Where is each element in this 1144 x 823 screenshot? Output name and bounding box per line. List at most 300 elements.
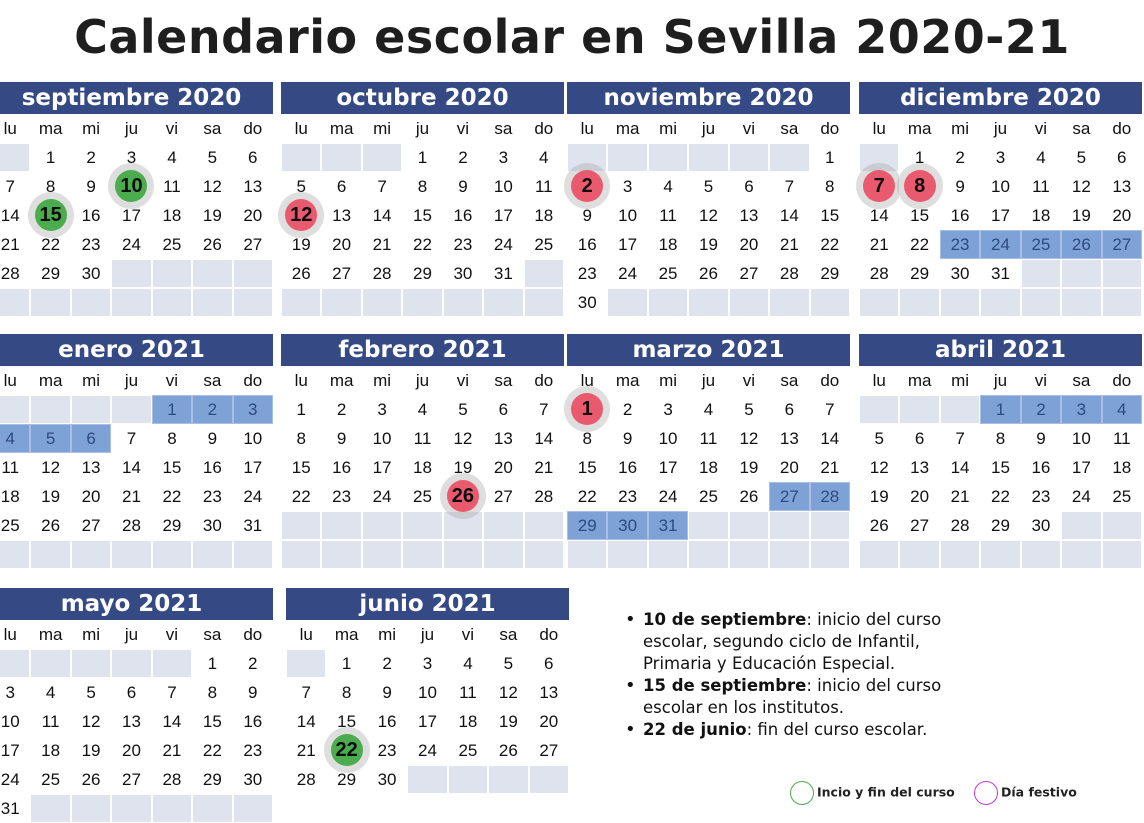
- day-number: 21: [372, 235, 392, 254]
- day-number: 20: [243, 206, 263, 225]
- day-cell: [1102, 172, 1142, 201]
- day-cell: [1021, 482, 1061, 511]
- weekday-label: do: [524, 366, 564, 395]
- day-cell: [607, 259, 647, 288]
- empty-cell: [488, 765, 528, 794]
- day-number: 14: [779, 206, 799, 225]
- day-number: 27: [779, 487, 799, 506]
- day-cell: [1021, 395, 1061, 424]
- empty-cell: [899, 540, 939, 569]
- day-number: 3: [5, 683, 15, 702]
- day-number: 29: [413, 264, 432, 283]
- day-number: 1: [207, 654, 218, 673]
- weekday-label: do: [529, 620, 569, 649]
- day-number: 18: [1112, 458, 1132, 477]
- day-cell: [233, 649, 273, 678]
- day-number: 17: [243, 458, 263, 477]
- day-number: 15: [413, 206, 432, 225]
- day-cell: [71, 424, 111, 453]
- day-cell: [1021, 230, 1061, 259]
- day-number: 2: [382, 654, 392, 673]
- weekday-label: sa: [483, 114, 523, 143]
- day-cell: [980, 424, 1020, 453]
- day-cell: [769, 172, 809, 201]
- day-cell: [192, 765, 232, 794]
- day-number: 12: [498, 683, 518, 702]
- day-cell: [859, 172, 899, 201]
- day-number: 30: [618, 516, 638, 535]
- day-cell: [407, 649, 447, 678]
- day-cell: [899, 230, 939, 259]
- day-number: 4: [463, 654, 473, 673]
- day-cell: [30, 511, 70, 540]
- day-number: 27: [910, 516, 930, 535]
- day-number: 18: [0, 487, 20, 506]
- empty-cell: [688, 288, 728, 317]
- day-cell: [688, 172, 728, 201]
- empty-cell: [1102, 511, 1142, 540]
- empty-cell: [810, 511, 850, 540]
- day-number: 24: [122, 235, 141, 254]
- day-cell: [321, 172, 361, 201]
- day-number: 3: [995, 148, 1006, 167]
- empty-cell: [1102, 288, 1142, 317]
- day-number: 16: [377, 712, 397, 731]
- day-number: 11: [659, 206, 677, 225]
- day-cell: [71, 201, 111, 230]
- day-number: 4: [167, 148, 177, 167]
- weekday-label: ma: [899, 114, 939, 143]
- day-number: 9: [955, 177, 965, 196]
- day-number: 29: [202, 770, 222, 789]
- day-number: 8: [582, 429, 592, 448]
- day-number: 18: [41, 741, 61, 760]
- legend-item-curso: [790, 781, 955, 805]
- day-number: 17: [372, 458, 392, 477]
- day-cell: [192, 678, 232, 707]
- day-number: 26: [869, 516, 889, 535]
- day-number: 30: [377, 770, 397, 789]
- empty-cell: [688, 511, 728, 540]
- day-cell: [71, 230, 111, 259]
- day-cell: [1021, 201, 1061, 230]
- empty-cell: [30, 794, 70, 823]
- day-number: 14: [950, 458, 970, 477]
- day-cell: [688, 395, 728, 424]
- day-cell: [729, 424, 769, 453]
- day-cell: [0, 707, 30, 736]
- day-number: 28: [779, 264, 799, 283]
- day-cell: [648, 424, 688, 453]
- day-number: 15: [577, 458, 597, 477]
- day-number: 27: [493, 487, 513, 506]
- day-cell: [443, 395, 483, 424]
- empty-cell: [607, 143, 647, 172]
- day-cell: [899, 259, 939, 288]
- day-number: 2: [458, 148, 468, 167]
- day-cell: [567, 395, 607, 424]
- day-cell: [648, 453, 688, 482]
- day-number: 31: [991, 264, 1010, 283]
- day-number: 2: [581, 175, 593, 197]
- month-grid: [281, 114, 564, 317]
- day-number: 16: [950, 206, 970, 225]
- empty-cell: [1102, 259, 1142, 288]
- day-number: 7: [784, 177, 795, 196]
- weekday-label: ju: [402, 114, 442, 143]
- empty-cell: [71, 649, 111, 678]
- empty-cell: [729, 540, 769, 569]
- day-cell: [402, 259, 442, 288]
- day-cell: [402, 172, 442, 201]
- day-number: 24: [0, 770, 20, 789]
- empty-cell: [281, 540, 321, 569]
- day-cell: [367, 707, 407, 736]
- day-cell: [940, 259, 980, 288]
- day-number: 11: [413, 429, 432, 448]
- empty-cell: [1102, 540, 1142, 569]
- day-cell: [0, 678, 30, 707]
- note-date: 15 de septiembre: [643, 676, 807, 695]
- weekday-label: sa: [192, 620, 232, 649]
- weekday-label: vi: [152, 114, 192, 143]
- empty-cell: [233, 794, 273, 823]
- day-number: 22: [413, 235, 432, 254]
- day-number: 3: [248, 400, 258, 419]
- day-cell: [1021, 172, 1061, 201]
- note-date: 10 de septiembre: [643, 610, 807, 629]
- day-number: 29: [41, 264, 61, 283]
- day-number: 22: [335, 739, 358, 761]
- day-cell: [899, 482, 939, 511]
- day-cell: [152, 678, 192, 707]
- day-cell: [567, 482, 607, 511]
- day-number: 5: [744, 400, 754, 419]
- day-cell: [152, 395, 192, 424]
- pink-circle-icon: [974, 781, 998, 805]
- day-number: 5: [1076, 148, 1087, 167]
- weekday-label: do: [810, 114, 850, 143]
- day-number: 25: [658, 264, 678, 283]
- empty-cell: [448, 765, 488, 794]
- legend-item-festivo: [974, 781, 1077, 805]
- month-title: junio 2021: [286, 588, 569, 620]
- day-cell: [0, 736, 30, 765]
- day-number: 17: [1071, 458, 1091, 477]
- day-cell: [152, 172, 192, 201]
- day-number: 19: [291, 235, 311, 254]
- day-cell: [607, 453, 647, 482]
- day-number: 18: [534, 206, 554, 225]
- empty-cell: [1061, 540, 1101, 569]
- day-cell: [607, 230, 647, 259]
- day-cell: [30, 201, 70, 230]
- empty-cell: [233, 540, 273, 569]
- empty-cell: [152, 540, 192, 569]
- day-cell: [362, 424, 402, 453]
- day-cell: [529, 678, 569, 707]
- weekday-label: do: [233, 114, 273, 143]
- day-number: 25: [534, 235, 554, 254]
- day-number: 21: [950, 487, 970, 506]
- empty-cell: [111, 649, 151, 678]
- day-number: 3: [622, 177, 633, 196]
- day-cell: [286, 707, 326, 736]
- day-number: 13: [910, 458, 930, 477]
- empty-cell: [443, 540, 483, 569]
- day-number: 2: [622, 400, 633, 419]
- day-number: 8: [825, 177, 835, 196]
- empty-cell: [769, 540, 809, 569]
- day-number: 17: [418, 712, 437, 731]
- day-cell: [648, 511, 688, 540]
- day-number: 18: [699, 458, 718, 477]
- empty-cell: [940, 288, 980, 317]
- day-cell: [810, 482, 850, 511]
- day-number: 27: [81, 516, 101, 535]
- legend-label-festivo: Día festivo: [1001, 784, 1077, 800]
- day-number: 21: [820, 458, 840, 477]
- day-number: 15: [162, 458, 182, 477]
- day-cell: [362, 230, 402, 259]
- day-cell: [0, 794, 30, 823]
- empty-cell: [362, 540, 402, 569]
- day-number: 26: [739, 487, 759, 506]
- month-april-2021: [859, 334, 1142, 569]
- month-title: diciembre 2020: [859, 82, 1142, 114]
- empty-cell: [111, 259, 151, 288]
- month-grid: [859, 366, 1142, 569]
- empty-cell: [71, 540, 111, 569]
- day-cell: [443, 230, 483, 259]
- green-circle-icon: [790, 781, 814, 805]
- day-cell: [810, 259, 850, 288]
- day-number: 25: [1031, 235, 1051, 254]
- empty-cell: [529, 765, 569, 794]
- day-number: 7: [955, 429, 965, 448]
- day-cell: [326, 707, 366, 736]
- day-cell: [688, 424, 728, 453]
- day-cell: [940, 172, 980, 201]
- empty-cell: [567, 540, 607, 569]
- day-cell: [648, 482, 688, 511]
- day-cell: [111, 172, 151, 201]
- day-number: 6: [544, 654, 554, 673]
- day-cell: [286, 736, 326, 765]
- day-number: 6: [744, 177, 754, 196]
- day-number: 16: [618, 458, 638, 477]
- day-number: 14: [162, 712, 182, 731]
- day-cell: [980, 482, 1020, 511]
- weekday-label: vi: [729, 366, 769, 395]
- weekday-label: lu: [0, 620, 30, 649]
- month-may-2021: [0, 588, 273, 823]
- day-number: 25: [458, 741, 478, 760]
- day-cell: [71, 453, 111, 482]
- day-number: 9: [248, 683, 258, 702]
- day-cell: [281, 230, 321, 259]
- day-cell: [281, 424, 321, 453]
- day-cell: [233, 201, 273, 230]
- day-number: 29: [162, 516, 182, 535]
- day-cell: [233, 424, 273, 453]
- day-number: 13: [243, 177, 263, 196]
- day-cell: [286, 765, 326, 794]
- day-cell: [524, 453, 564, 482]
- day-number: 14: [296, 712, 316, 731]
- day-cell: [402, 482, 442, 511]
- empty-cell: [607, 540, 647, 569]
- day-number: 16: [453, 206, 473, 225]
- empty-cell: [688, 143, 728, 172]
- empty-cell: [1061, 259, 1101, 288]
- day-number: 13: [739, 206, 759, 225]
- day-number: 30: [81, 264, 101, 283]
- day-cell: [71, 707, 111, 736]
- day-number: 28: [820, 487, 840, 506]
- day-number: 4: [45, 683, 56, 702]
- empty-cell: [152, 288, 192, 317]
- day-cell: [488, 707, 528, 736]
- day-cell: [448, 678, 488, 707]
- empty-cell: [0, 540, 30, 569]
- day-cell: [71, 678, 111, 707]
- day-cell: [111, 143, 151, 172]
- weekday-label: sa: [1061, 114, 1101, 143]
- note-item: [625, 719, 965, 741]
- weekday-label: ma: [607, 366, 647, 395]
- day-cell: [192, 143, 232, 172]
- day-cell: [1102, 482, 1142, 511]
- day-cell: [152, 765, 192, 794]
- day-cell: [367, 736, 407, 765]
- weekday-label: do: [810, 366, 850, 395]
- day-cell: [1061, 453, 1101, 482]
- weekday-label: lu: [281, 114, 321, 143]
- day-cell: [281, 453, 321, 482]
- day-number: 6: [498, 400, 509, 419]
- day-number: 18: [1031, 206, 1051, 225]
- day-number: 15: [291, 458, 311, 477]
- day-cell: [769, 453, 809, 482]
- empty-cell: [321, 143, 361, 172]
- day-cell: [30, 259, 70, 288]
- month-november-2020: [567, 82, 850, 317]
- day-number: 2: [955, 148, 965, 167]
- weekday-label: lu: [281, 366, 321, 395]
- day-cell: [980, 511, 1020, 540]
- day-cell: [980, 172, 1020, 201]
- weekday-label: sa: [769, 366, 809, 395]
- month-october-2020: [281, 82, 564, 317]
- empty-cell: [729, 511, 769, 540]
- day-number: 30: [577, 293, 597, 312]
- day-cell: [607, 511, 647, 540]
- empty-cell: [1021, 259, 1061, 288]
- day-cell: [483, 395, 523, 424]
- day-number: 20: [739, 235, 759, 254]
- day-cell: [980, 201, 1020, 230]
- day-number: 9: [622, 429, 633, 448]
- day-cell: [729, 172, 769, 201]
- day-number: 22: [577, 487, 597, 506]
- day-number: 6: [126, 683, 137, 702]
- empty-cell: [524, 540, 564, 569]
- day-cell: [192, 649, 232, 678]
- day-cell: [729, 201, 769, 230]
- day-number: 16: [332, 458, 352, 477]
- empty-cell: [321, 288, 361, 317]
- day-cell: [362, 201, 402, 230]
- day-number: 23: [618, 487, 638, 506]
- day-cell: [448, 736, 488, 765]
- empty-cell: [407, 765, 447, 794]
- day-number: 7: [825, 400, 835, 419]
- day-cell: [529, 736, 569, 765]
- weekday-label: ju: [980, 366, 1020, 395]
- day-cell: [899, 424, 939, 453]
- day-number: 3: [126, 148, 137, 167]
- day-cell: [448, 707, 488, 736]
- weekday-label: sa: [192, 366, 232, 395]
- day-number: 1: [45, 148, 56, 167]
- day-cell: [524, 395, 564, 424]
- weekday-label: ma: [899, 366, 939, 395]
- day-number: 7: [377, 177, 387, 196]
- weekday-label: mi: [71, 366, 111, 395]
- day-number: 26: [81, 770, 101, 789]
- day-cell: [488, 678, 528, 707]
- empty-cell: [980, 288, 1020, 317]
- empty-cell: [402, 540, 442, 569]
- empty-cell: [483, 288, 523, 317]
- weekday-label: ju: [688, 114, 728, 143]
- day-number: 31: [658, 516, 678, 535]
- weekday-label: ma: [321, 114, 361, 143]
- empty-cell: [0, 649, 30, 678]
- month-grid: [281, 366, 564, 569]
- empty-cell: [152, 259, 192, 288]
- empty-cell: [810, 540, 850, 569]
- day-number: 20: [332, 235, 352, 254]
- day-cell: [1102, 424, 1142, 453]
- day-number: 4: [5, 429, 15, 448]
- weekday-label: sa: [1061, 366, 1101, 395]
- day-cell: [567, 453, 607, 482]
- day-cell: [71, 765, 111, 794]
- day-cell: [648, 230, 688, 259]
- empty-cell: [483, 511, 523, 540]
- weekday-label: lu: [859, 114, 899, 143]
- empty-cell: [810, 288, 850, 317]
- day-cell: [859, 482, 899, 511]
- empty-cell: [192, 288, 232, 317]
- day-number: 28: [372, 264, 392, 283]
- legend-label-curso: Incio y fin del curso: [817, 784, 955, 800]
- weekday-label: do: [1102, 114, 1142, 143]
- day-number: 22: [41, 235, 61, 254]
- day-cell: [607, 172, 647, 201]
- month-title: octubre 2020: [281, 82, 564, 114]
- day-number: 4: [417, 400, 428, 419]
- day-number: 26: [451, 485, 475, 507]
- day-cell: [402, 424, 442, 453]
- empty-cell: [899, 395, 939, 424]
- day-number: 30: [950, 264, 970, 283]
- day-cell: [233, 453, 273, 482]
- day-cell: [30, 230, 70, 259]
- day-cell: [111, 230, 151, 259]
